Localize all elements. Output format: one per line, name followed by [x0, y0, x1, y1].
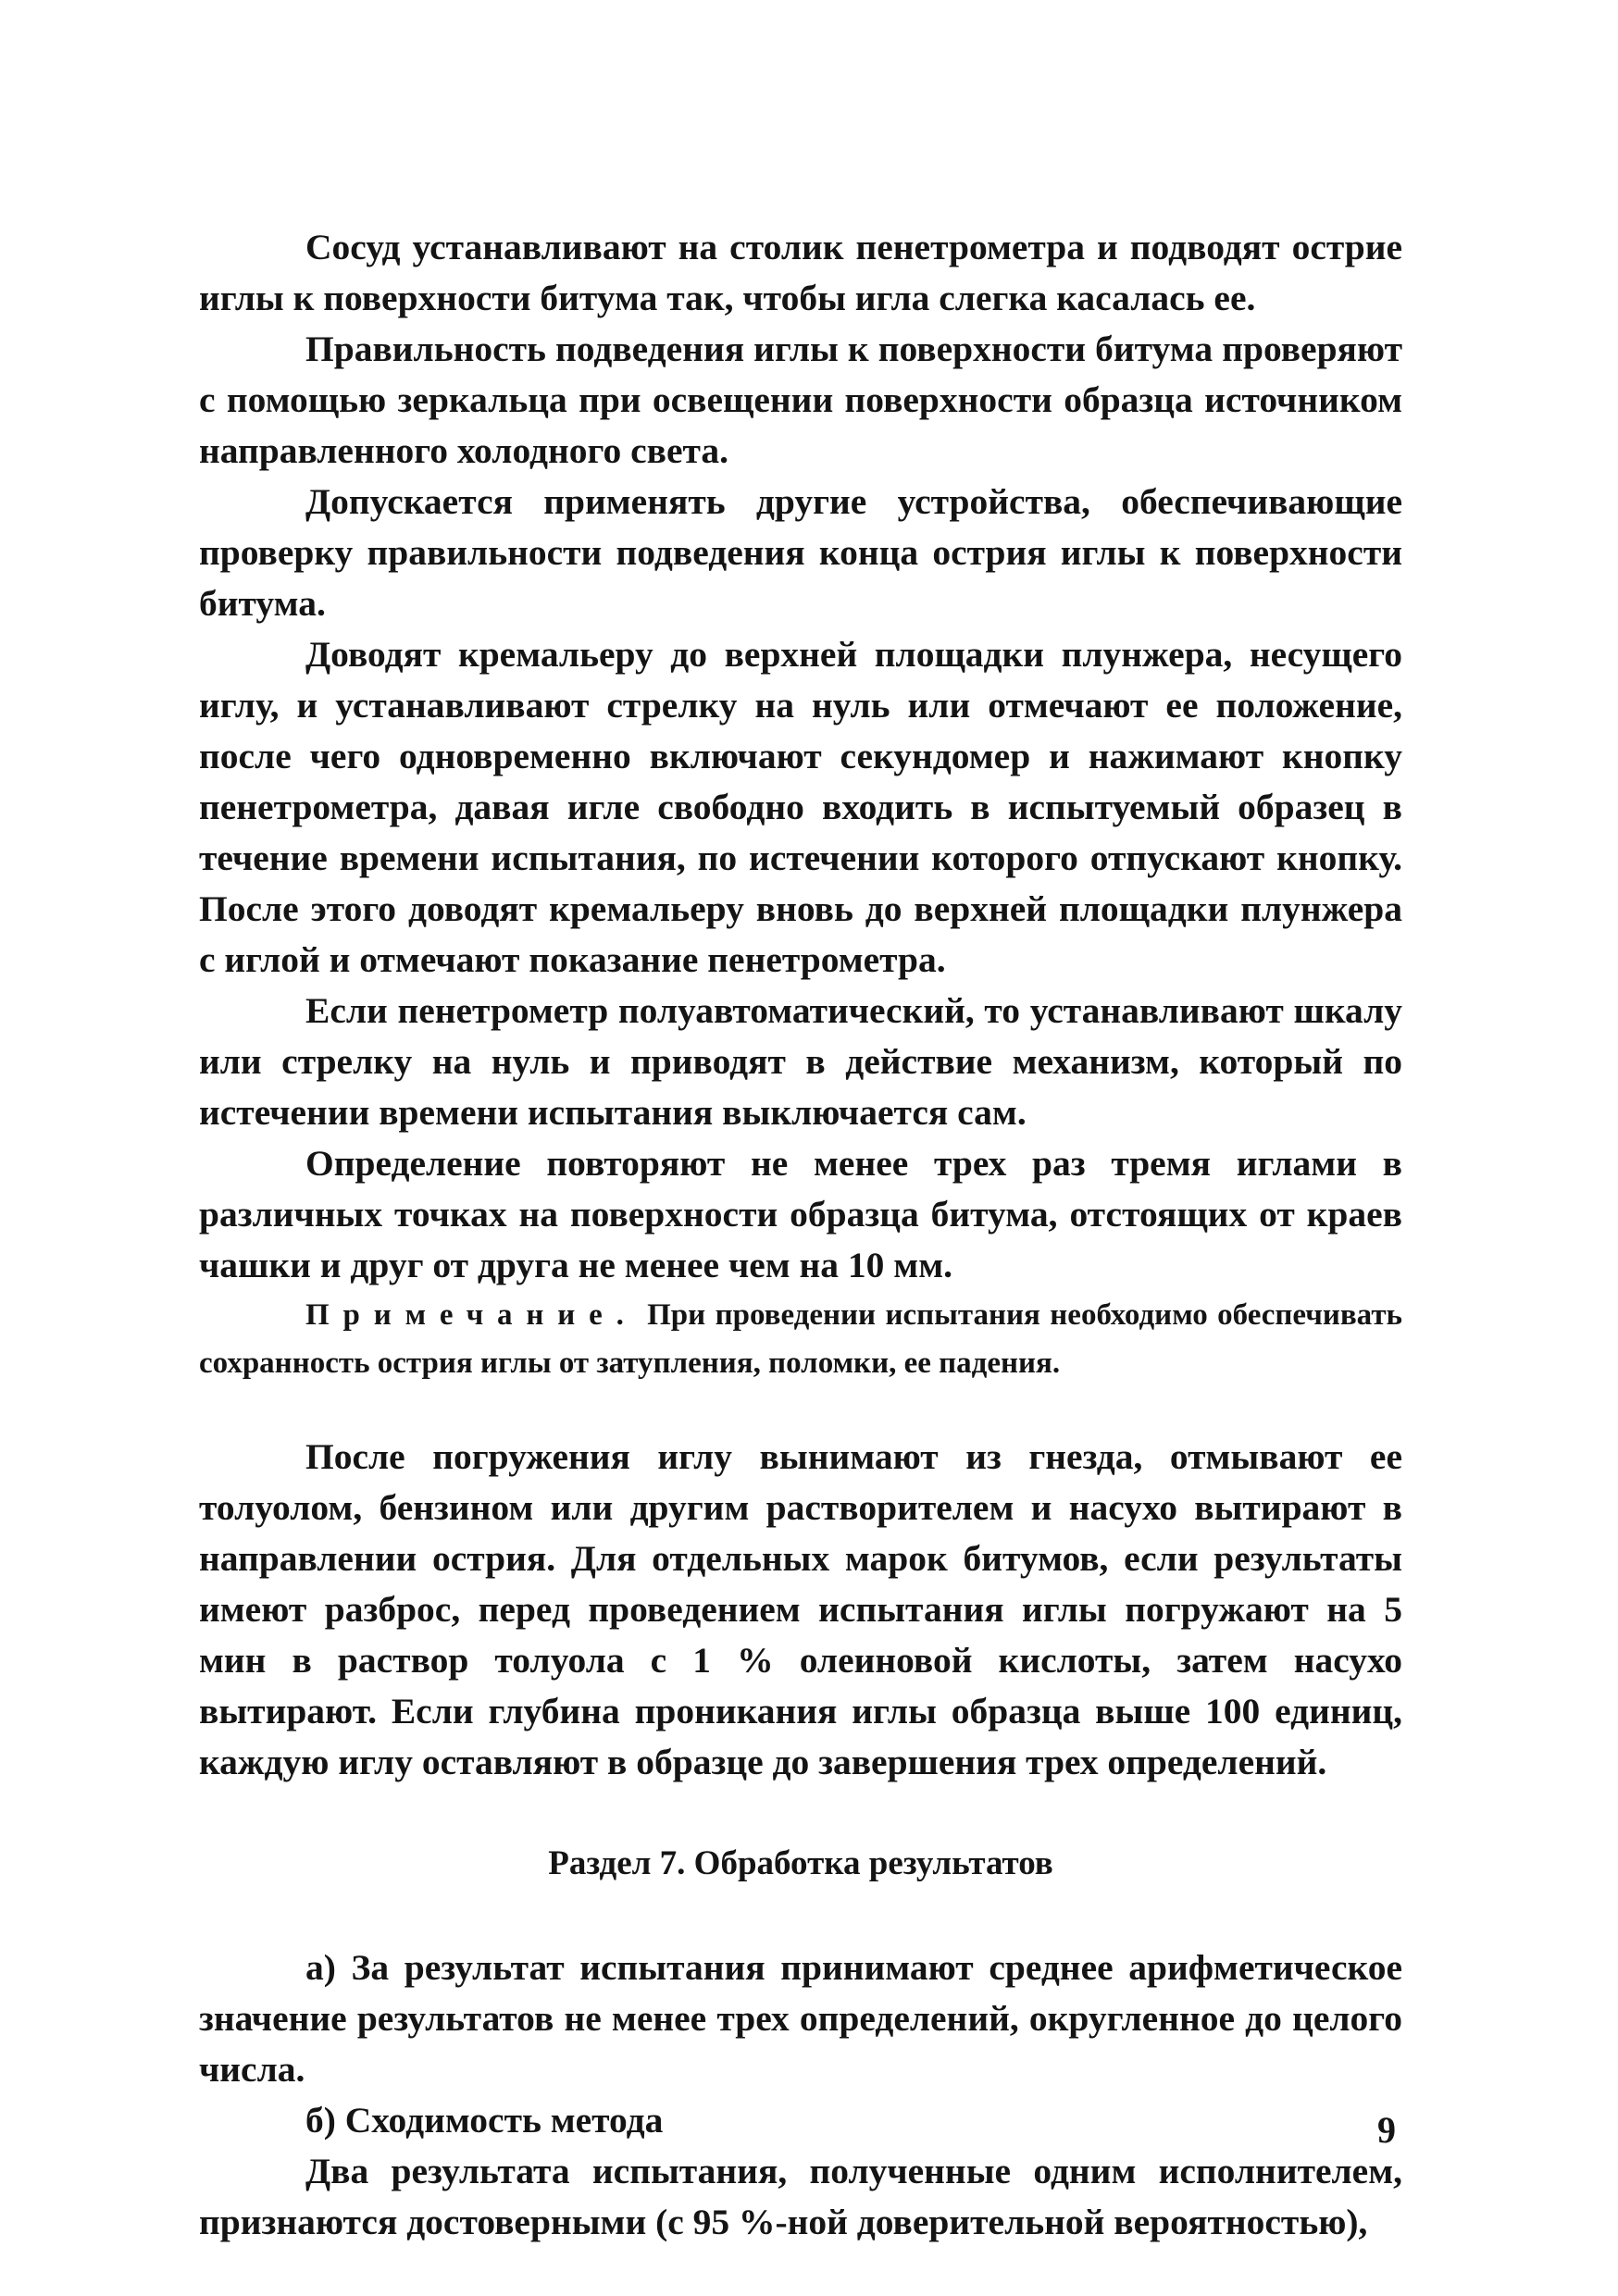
note-paragraph	[199, 1291, 1402, 1387]
paragraph-convergence: Два результата испытания, полученные одним исполнителем, признаются достоверными (с 95 %-ной доверительной вероятностью),	[199, 2151, 1402, 2242]
paragraph-semiautomatic: Если пенетрометр полуавтоматический, то устанавливают шкалу или стрелку на нуль и приводят в действие механизм, который по истечении времени испытания выключается сам.	[199, 990, 1402, 1133]
paragraph-needle-check: Правильность подведения иглы к поверхности битума проверяют с помощью зеркальца при освещении поверхности образца источником направленного холодного света.	[199, 329, 1402, 471]
section-heading: Раздел 7. Обработка результатов	[548, 1844, 1053, 1882]
paragraph-result-a: а) За результат испытания принимают среднее арифметическое значение результатов не менее трех определений, округленное до целого числа.	[199, 1947, 1402, 2090]
paragraph-result-b: б) Сходимость метода	[305, 2100, 664, 2141]
paragraph-vessel-placement: Сосуд устанавливают на столик пенетрометра и подводят острие иглы к поверхности битума так, чтобы игла слегка касалась ее.	[199, 227, 1402, 318]
paragraph-rack-procedure: Доводят кремальеру до верхней площадки плунжера, несущего иглу, и устанавливают стрелку на нуль или отмечают ее положение, после чего одновременно включают секундомер и нажимают кнопку пенетрометра, давая игле свободно входить в испытуемый образец в течение времени испытания, по истечении которого отпускают кнопку. После этого доводят кремальеру вновь до верхней площадки плунжера с иглой и отмечают показание пенетрометра.	[199, 634, 1402, 980]
paragraph-other-devices: Допускается применять другие устройства, обеспечивающие проверку правильности подведения конца острия иглы к поверхности битума.	[199, 481, 1402, 624]
note-label: Примечание.	[305, 1298, 638, 1332]
paragraph-repeat-determination: Определение повторяют не менее трех раз тремя иглами в различных точках на поверхности образца битума, отстоящих от краев чашки и друг от друга не менее чем на 10 мм.	[199, 1143, 1402, 1285]
document-page	[199, 222, 1402, 2248]
paragraph-needle-cleaning: После погружения иглу вынимают из гнезда, отмывают ее толуолом, бензином или другим растворителем и насухо вытирают в направлении острия. Для отдельных марок битумов, если результаты имеют разброс, перед проведением испытания иглы погружают на 5 мин в раствор толуола с 1 % олеиновой кислоты, затем насухо вытирают. Если глубина проникания иглы образца выше 100 единиц, каждую иглу оставляют в образце до завершения трех определений.	[199, 1436, 1402, 1782]
note-text: При проведении испытания необходимо обеспечивать сохранность острия иглы от затупления, поломки, ее падения.	[199, 1298, 1402, 1380]
page-number: 9	[1377, 2109, 1396, 2151]
